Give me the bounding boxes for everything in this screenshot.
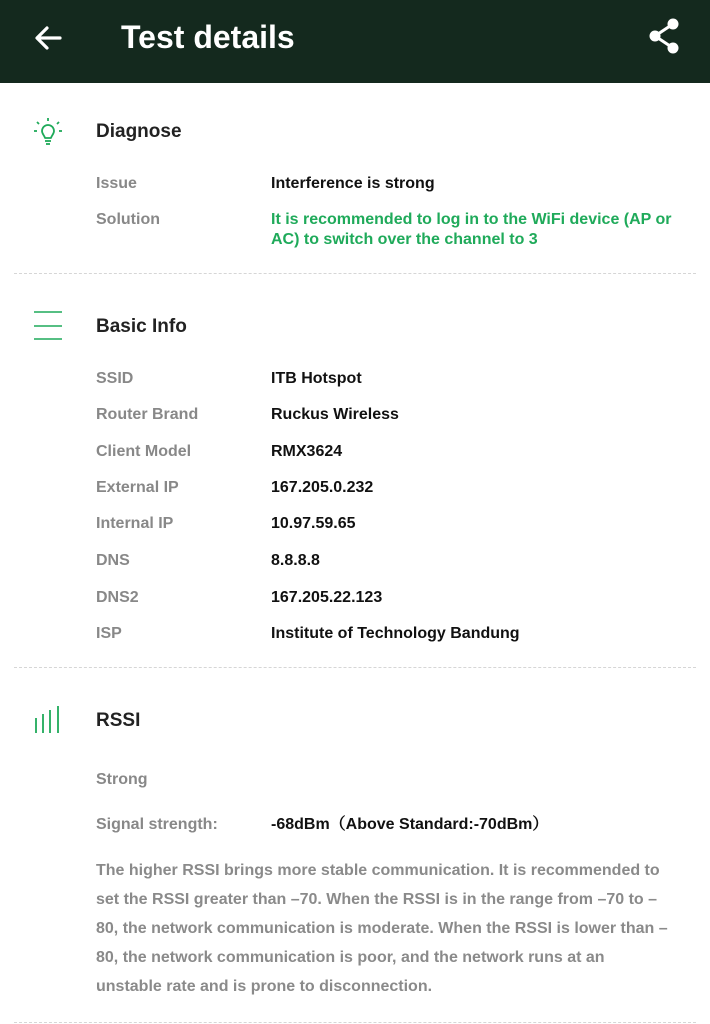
app-bar: [0, 0, 710, 83]
router-brand-label: Router Brand: [96, 406, 199, 423]
share-icon: [646, 16, 682, 56]
solution-label: Solution: [96, 211, 160, 228]
basic-info-title: Basic Info: [96, 316, 187, 337]
signal-bars-icon: [28, 700, 68, 740]
section-divider: [14, 1022, 696, 1023]
dns2-value: 167.205.22.123: [271, 589, 383, 606]
menu-lines-icon: [28, 306, 68, 346]
solution-value: It is recommended to log in to the WiFi device (AP or AC) to switch over the channel to 3: [271, 211, 672, 248]
dns-value: 8.8.8.8: [271, 552, 320, 569]
router-brand-value: Ruckus Wireless: [271, 406, 399, 423]
isp-value: Institute of Technology Bandung: [271, 625, 520, 642]
page-title: Test details: [121, 19, 295, 55]
share-button[interactable]: [644, 16, 684, 56]
section-divider: [14, 667, 696, 668]
dns-label: DNS: [96, 552, 130, 569]
external-ip-value: 167.205.0.232: [271, 479, 374, 496]
back-button[interactable]: [30, 20, 66, 56]
lightbulb-icon: [28, 112, 68, 152]
signal-strength-value: -68dBm（Above Standard:-70dBm）: [271, 816, 549, 833]
client-model-label: Client Model: [96, 443, 192, 460]
ssid-label: SSID: [96, 370, 134, 387]
signal-strength-label: Signal strength:: [96, 816, 218, 833]
internal-ip-label: Internal IP: [96, 515, 174, 532]
rssi-title: RSSI: [96, 710, 141, 731]
client-model-value: RMX3624: [271, 443, 343, 460]
isp-label: ISP: [96, 625, 122, 642]
external-ip-label: External IP: [96, 479, 179, 496]
diagnose-title: Diagnose: [96, 121, 182, 142]
rssi-description: The higher RSSI brings more stable communication. It is recommended to set the RSSI greater than –70. When the RSSI is in the range from –70 to –80, the network communication is moderate. When the RSSI is lower than –80, the network communication is poor, and the network runs at an unstable rate and is prone to disconnection.: [96, 862, 668, 995]
rssi-status: Strong: [96, 771, 148, 788]
issue-value: Interference is strong: [271, 175, 435, 192]
dns2-label: DNS2: [96, 589, 139, 606]
ssid-value: ITB Hotspot: [271, 370, 362, 387]
issue-label: Issue: [96, 175, 137, 192]
arrow-left-icon: [32, 22, 64, 54]
internal-ip-value: 10.97.59.65: [271, 515, 356, 532]
section-divider: [14, 273, 696, 274]
